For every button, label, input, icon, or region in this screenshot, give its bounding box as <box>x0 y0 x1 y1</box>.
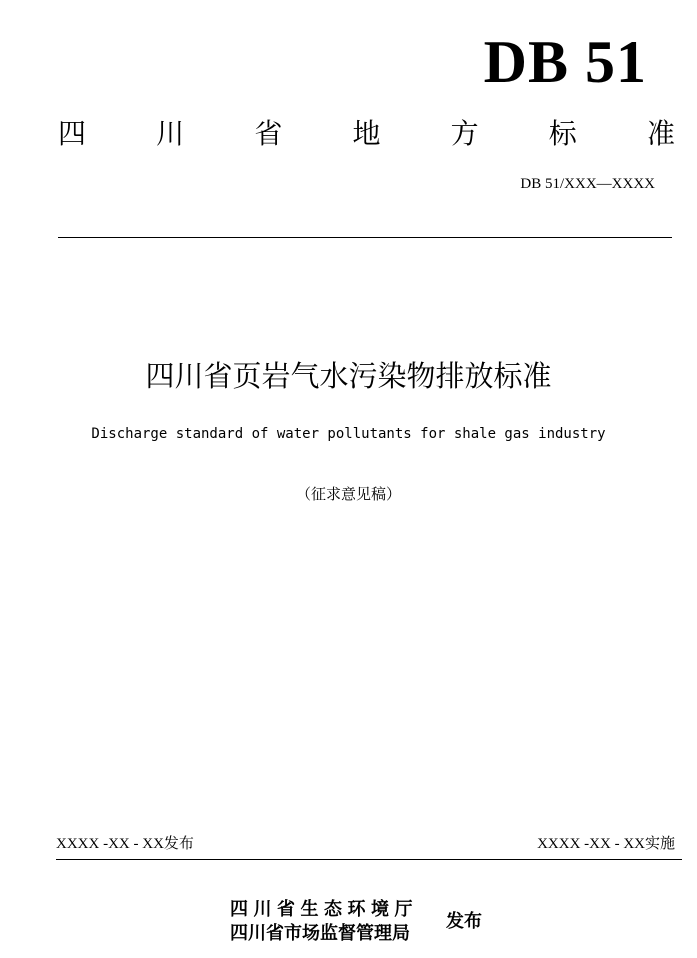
standard-type-heading <box>58 114 675 154</box>
document-title-english: Discharge standard of water pollutants for shale gas industry <box>91 426 606 442</box>
draft-status-note: （征求意见稿） <box>295 485 401 503</box>
footer-divider <box>56 859 682 860</box>
issue-date: XXXX -XX - XX <box>56 836 164 852</box>
standard-code-heading: DB 51 <box>483 29 647 95</box>
implementation-date: XXXX -XX - XX <box>537 836 645 852</box>
issue-label: 发布 <box>163 834 194 852</box>
issuer-name: 四川省生态环境厅 <box>230 899 418 920</box>
header-divider <box>58 237 672 238</box>
standard-type-char: 四 <box>58 117 87 150</box>
standard-type-char: 川 <box>156 117 185 150</box>
standard-type-char: 方 <box>450 117 479 150</box>
standard-type-char: 标 <box>548 117 577 150</box>
standard-number: DB 51/XXX—XXXX <box>520 176 655 192</box>
document-title-chinese: 四川省页岩气水污染物排放标准 <box>145 359 552 393</box>
issuer-action-label: 发布 <box>446 911 482 932</box>
standard-type-char: 省 <box>254 117 283 150</box>
issuer-list <box>230 898 418 946</box>
standard-type-char: 地 <box>352 117 381 150</box>
implementation-label: 实施 <box>644 834 675 852</box>
issuer-name: 四川省市场监督管理局 <box>230 923 410 944</box>
issue-date-line <box>56 833 194 854</box>
implementation-date-line <box>537 833 675 854</box>
issuing-authorities <box>230 898 482 946</box>
standard-type-char: 准 <box>646 117 675 150</box>
